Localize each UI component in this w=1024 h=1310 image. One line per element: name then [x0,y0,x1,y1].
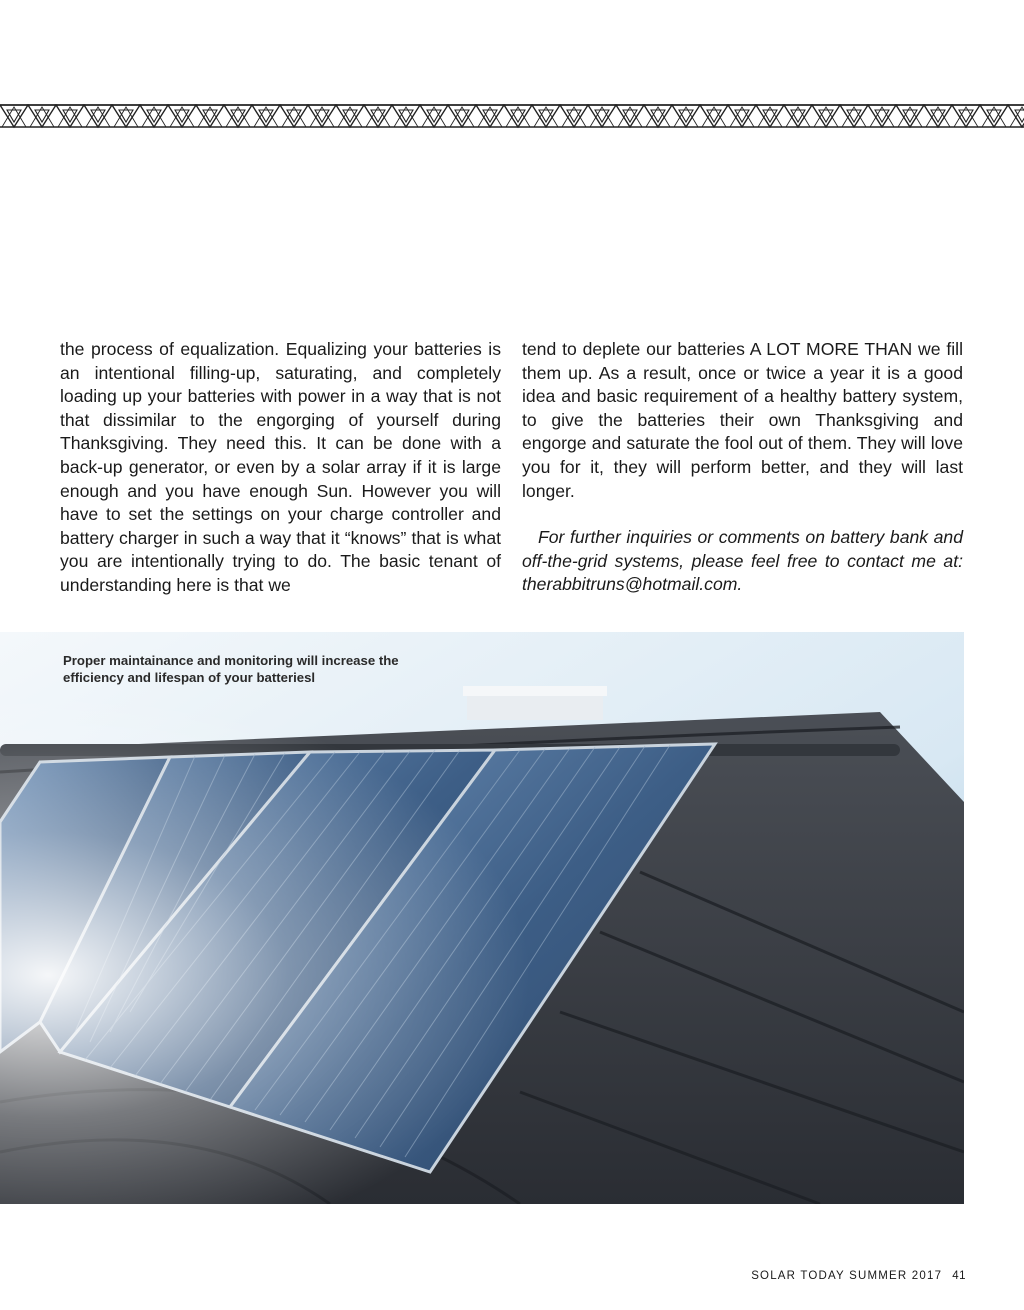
article-paragraph: tend to deplete our batteries A LOT MORE THAN we fill them up. As a result, once or twice a year it is a good idea and basic requirement of a healthy battery system, to give the batteries their own Thanksgiving and engorge and saturate the fool out of them. They will love you for it, they will perform better, and they will last longer. [522,339,963,501]
author-contact-note: For further inquiries or comments on battery bank and off-the-grid systems, please feel free to contact me at: therabbitruns@hotmail.com. [522,527,963,595]
photo-caption: Proper maintainance and monitoring will increase the efficiency and lifespan of your batteriesl [63,653,399,685]
publication-name: SOLAR TODAY SUMMER 2017 [751,1270,943,1282]
page-number: 41 [952,1270,966,1282]
decorative-triangle-border [0,103,1024,129]
page-footer [751,1270,966,1282]
article-column-left [60,338,501,598]
article-paragraph: the process of equalization. Equalizing your batteries is an intentional filling-up, saturating, and completely loading up your batteries with power in a way that is not that dissimilar to the engorging of yourself during Thanksgiving. They need this. It can be done with a back-up generator, or even by a solar array if it is large enough and you have enough Sun. However you will have to set the settings on your charge controller and battery charger in such a way that it “knows” that is what you are intentionally trying to do. The basic tenant of understanding here is that we [60,339,501,595]
solar-roof-photo [0,632,964,1204]
article-column-right [522,338,963,597]
